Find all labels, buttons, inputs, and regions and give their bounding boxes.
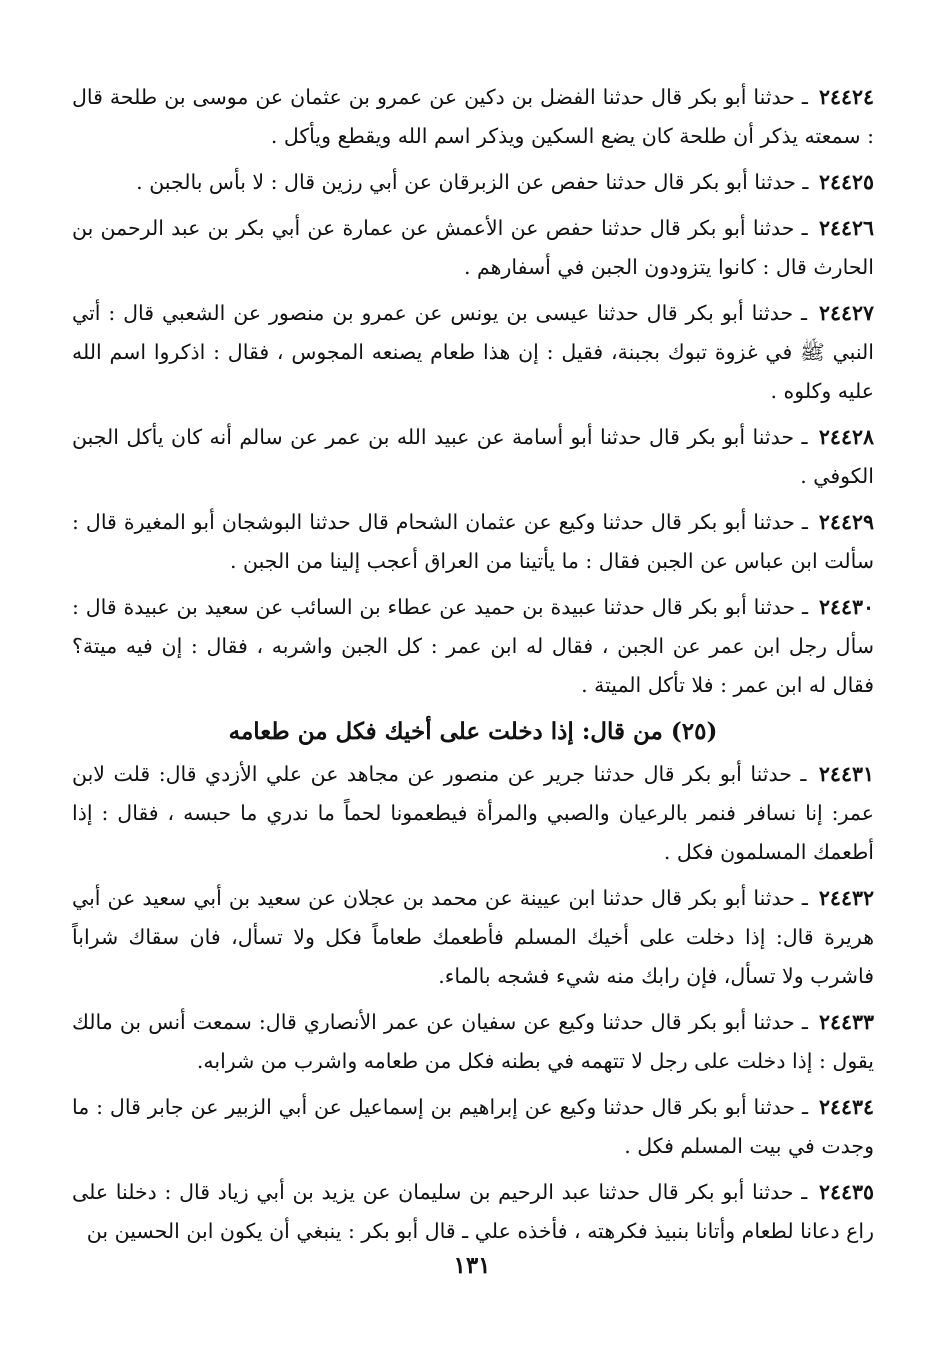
hadith-number: ٢٤٤٣٥ [818, 1180, 874, 1204]
entries-after-heading [72, 755, 874, 1251]
hadith-entry [72, 78, 874, 156]
hadith-entry [72, 209, 874, 287]
hadith-entry [72, 1003, 874, 1081]
hadith-entry [72, 163, 874, 202]
hadith-number: ٢٤٤٢٦ [818, 216, 874, 240]
hadith-text: ـ حدثنا أبو بكر قال حدثنا وكيع عن سفيان عن عمر الأنصاري قال: سمعت أنس بن مالك يقول : إذا دخلت على رجل لا تتهمه في بطنه فكل من طعامه واشرب من شرابه. [72, 1010, 874, 1073]
section-heading: (٢٥) من قال: إذا دخلت على أخيك فكل من طعامه [228, 718, 718, 745]
hadith-text: ـ حدثنا أبو بكر قال حدثنا الفضل بن دكين عن عمرو بن عثمان عن موسى بن طلحة قال : سمعته يذكر أن طلحة كان يضع السكين ويذكر اسم الله ويقطع ويأكل . [72, 85, 874, 148]
hadith-number: ٢٤٤٣٣ [818, 1010, 874, 1034]
hadith-entry [72, 1088, 874, 1166]
page-number: ١٣١ [453, 1252, 491, 1279]
hadith-number: ٢٤٤٢٧ [818, 301, 874, 325]
hadith-text: ـ حدثنا أبو بكر قال حدثنا حفص عن الأعمش عن عمارة عن أبي بكر بن عبد الرحمن بن الحارث قال : كانوا يتزودون الجبن في أسفارهم . [72, 216, 874, 279]
hadith-text: ـ حدثنا أبو بكر قال حدثنا أبو أسامة عن عبيد الله بن عمر عن سالم أنه كان يأكل الجبن الكوفي . [72, 425, 874, 488]
hadith-number: ٢٤٤٢٤ [818, 85, 874, 109]
hadith-number: ٢٤٤٢٥ [818, 170, 874, 194]
hadith-entry [72, 294, 874, 411]
hadith-entry [72, 879, 874, 996]
hadith-entry [72, 1173, 874, 1251]
hadith-entry [72, 503, 874, 581]
hadith-text: ـ حدثنا أبو بكر قال حدثنا وكيع عن عثمان الشحام قال حدثنا البوشجان أبو المغيرة قال : سألت ابن عباس عن الجبن فقال : ما يأتينا من العراق أعجب إلينا من الجبن . [72, 510, 874, 573]
hadith-text: ـ حدثنا أبو بكر قال حدثنا حفص عن الزبرقان عن أبي رزين قال : لا بأس بالجبن . [136, 170, 809, 194]
hadith-number: ٢٤٤٢٩ [818, 510, 874, 534]
hadith-number: ٢٤٤٣٢ [818, 886, 874, 910]
hadith-text: ـ حدثنا أبو بكر قال حدثنا عيسى بن يونس عن عمرو بن منصور عن الشعبي قال : أتي النبي ﷺ في غزوة تبوك بجبنة، فقيل : إن هذا طعام يصنعه المجوس ، فقال : اذكروا اسم الله عليه وكلوه . [72, 301, 874, 403]
hadith-entry [72, 755, 874, 872]
hadith-text: ـ حدثنا أبو بكر قال حدثنا عبد الرحيم بن سليمان عن يزيد بن أبي زياد قال : دخلنا على راع دعانا لطعام وأتانا بنبيذ فكرهته ، فأخذه علي ـ قال أبو بكر : ينبغي أن يكون ابن الحسين بن [72, 1180, 874, 1243]
hadith-entry [72, 418, 874, 496]
hadith-number: ٢٤٤٣١ [818, 762, 874, 786]
entries-before-heading [72, 78, 874, 705]
hadith-entry [72, 588, 874, 705]
hadith-text: ـ حدثنا أبو بكر قال حدثنا وكيع عن إبراهيم بن إسماعيل عن أبي الزبير عن جابر قال : ما وجدت في بيت المسلم فكل . [72, 1095, 874, 1158]
hadith-text: ـ حدثنا أبو بكر قال حدثنا ابن عيينة عن محمد بن عجلان عن سعيد بن أبي سعيد عن أبي هريرة قال: إذا دخلت على أخيك المسلم فأطعمك طعاماً فكل ولا تسأل، فان سقاك شراباً فاشرب ولا تسأل، فإن رابك منه شيء فشجه بالماء. [72, 886, 874, 988]
hadith-number: ٢٤٤٣٤ [818, 1095, 874, 1119]
hadith-number: ٢٤٤٣٠ [818, 595, 874, 619]
hadith-text: ـ حدثنا أبو بكر قال حدثنا عبيدة بن حميد عن عطاء بن السائب عن سعيد بن عبيدة قال : سأل رجل ابن عمر عن الجبن ، فقال له ابن عمر : كل الجبن واشربه ، فقال : إن فيه ميتة؟ فقال له ابن عمر : فلا تأكل الميتة . [72, 595, 874, 697]
hadith-text: ـ حدثنا أبو بكر قال حدثنا جرير عن منصور عن مجاهد عن علي الأزدي قال: قلت لابن عمر: إنا نسافر فنمر بالرعيان والصبي والمرأة فيطعمونا لحماً ما ندري ما حبسه ، فقال : إذا أطعمك المسلمون فكل . [72, 762, 874, 864]
hadith-number: ٢٤٤٢٨ [818, 425, 874, 449]
